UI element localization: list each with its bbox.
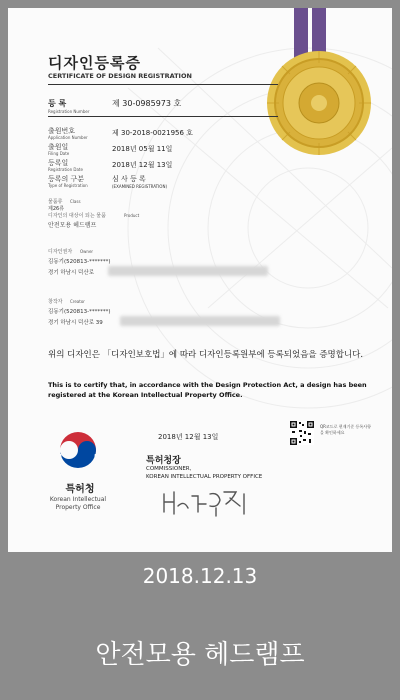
creator-name: 김동기(520813-*******) xyxy=(48,309,111,315)
class-value: 제26류 xyxy=(48,206,65,212)
class-label: 물품류 xyxy=(48,199,63,205)
registration-date-label-en: Registration Date xyxy=(48,167,83,172)
owner-label: 디자인권자 xyxy=(48,249,73,255)
certificate-title-en: CERTIFICATE OF DESIGN REGISTRATION xyxy=(48,72,192,80)
registration-date-label: 등록일 xyxy=(48,159,69,167)
application-number-label-en: Application Number xyxy=(48,135,88,140)
application-number: 제 30-2018-0021956 호 xyxy=(112,129,193,137)
redacted-creator-address xyxy=(120,316,280,326)
divider xyxy=(48,84,278,85)
registration-type-label-en: Type of Registration xyxy=(48,183,88,188)
certificate-title-ko: 디자인등록증 xyxy=(48,54,141,72)
product-label-en: Product xyxy=(124,213,140,218)
certification-statement-ko: 위의 디자인은 「디자인보호법」에 따라 디자인등록원부에 등록되었음을 증명합니다. xyxy=(48,350,364,360)
owner-name: 김동기(520813-*******) xyxy=(48,259,111,265)
filing-date-label-en: Filing Date xyxy=(48,151,70,156)
redacted-owner-address xyxy=(108,266,268,276)
class-label-en: Class xyxy=(70,199,81,204)
creator-label: 창작자 xyxy=(48,299,63,305)
taegeuk-emblem-icon xyxy=(56,430,100,474)
qr-code xyxy=(290,421,314,445)
certification-statement-en: This is to certify that, in accordance with the Design Protection Act, a design has been registered at the Korean Intellectual Property Office. xyxy=(48,381,367,399)
office-title-en: KOREAN INTELLECTUAL PROPERTY OFFICE xyxy=(146,474,263,480)
filing-date: 2018년 05월 11일 xyxy=(112,145,173,153)
divider xyxy=(48,116,278,117)
registration-type: 심 사 등 록 xyxy=(112,175,146,183)
gold-seal-icon xyxy=(264,48,374,158)
office-name-en: Korean Intellectual Property Office xyxy=(49,496,107,511)
issue-date: 2018년 12월 13일 xyxy=(158,433,219,441)
commissioner-signature xyxy=(158,482,258,522)
registration-type-label: 등록의 구분 xyxy=(48,175,85,183)
design-registration-certificate xyxy=(8,8,392,552)
product-name-caption: 안전모용 헤드램프 xyxy=(95,640,305,670)
office-name-ko: 특허청 xyxy=(65,484,95,495)
product-value: 안전모용 헤드램프 xyxy=(48,222,97,229)
registration-label: 등 록 xyxy=(48,99,67,108)
registration-label-en: Registration Number xyxy=(48,109,90,114)
commissioner-title-en: COMMISSIONER, xyxy=(146,466,192,472)
commissioner-title-ko: 특허청장 xyxy=(146,456,181,466)
qr-note: QR코드로 현재기준 등록사항을 확인하세요 xyxy=(320,424,371,435)
registration-date-caption: 2018.12.13 xyxy=(142,564,258,588)
owner-address: 경기 하남시 덕산로 xyxy=(48,270,95,276)
creator-address: 경기 하남시 덕산로 39 xyxy=(48,320,103,326)
registration-number: 제 30-0985973 호 xyxy=(112,99,182,108)
creator-label-en: Creator xyxy=(70,299,85,304)
filing-date-label: 출원일 xyxy=(48,143,69,151)
registration-type-en: (EXAMINED REGISTRATION) xyxy=(112,184,168,189)
product-label: 디자인의 대상이 되는 물품 xyxy=(48,213,106,219)
owner-label-en: Owner xyxy=(80,249,94,254)
registration-date: 2018년 12월 13일 xyxy=(112,161,173,169)
application-number-label: 출원번호 xyxy=(48,127,76,135)
